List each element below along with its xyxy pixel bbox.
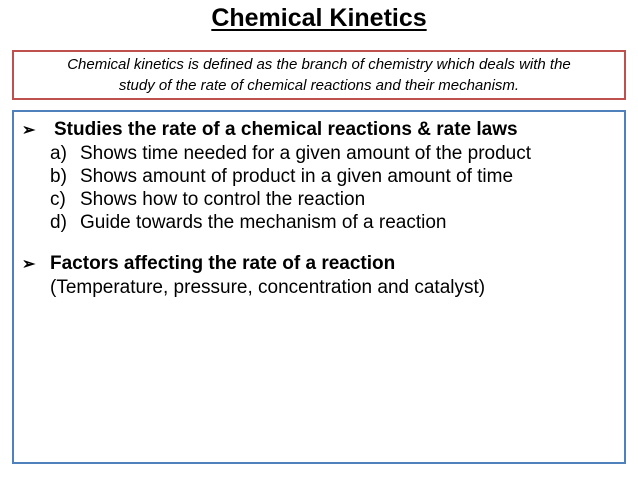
- definition-box: [12, 50, 626, 100]
- list-item-text: Shows how to control the reaction: [80, 189, 366, 210]
- slide-title: Chemical Kinetics: [211, 4, 427, 32]
- list-item: [14, 188, 624, 211]
- bullet-rate-laws: [14, 118, 624, 234]
- definition-line-1: Chemical kinetics is defined as the branch of chemistry which deals with the: [67, 56, 571, 73]
- list-item-text: Guide towards the mechanism of a reaction: [80, 212, 447, 233]
- list-marker: a): [50, 143, 67, 164]
- definition-text: [67, 54, 571, 96]
- bullet-heading-row: [14, 118, 624, 142]
- bullet-detail: (Temperature, pressure, concentration and catalyst): [50, 277, 486, 298]
- definition-line-2: study of the rate of chemical reactions and their mechanism.: [118, 77, 520, 94]
- list-marker: c): [50, 189, 66, 210]
- bullet-rate-factors: [14, 252, 624, 299]
- bullet-heading: Studies the rate of a chemical reactions & rate laws: [54, 119, 518, 140]
- content-box: [12, 110, 626, 464]
- list-item: [14, 211, 624, 234]
- list-item: [14, 165, 624, 188]
- list-marker: d): [50, 212, 67, 233]
- list-item-text: Shows time needed for a given amount of the product: [80, 143, 531, 164]
- bullet-heading: Factors affecting the rate of a reaction: [50, 253, 396, 274]
- arrow-bullet-icon: ➢: [22, 122, 36, 139]
- list-item-text: Shows amount of product in a given amount of time: [80, 166, 514, 187]
- list-item: [14, 142, 624, 165]
- sub-list: [14, 142, 624, 234]
- arrow-bullet-icon: ➢: [22, 256, 36, 273]
- list-marker: b): [50, 166, 67, 187]
- bullet-heading-row: [14, 252, 624, 276]
